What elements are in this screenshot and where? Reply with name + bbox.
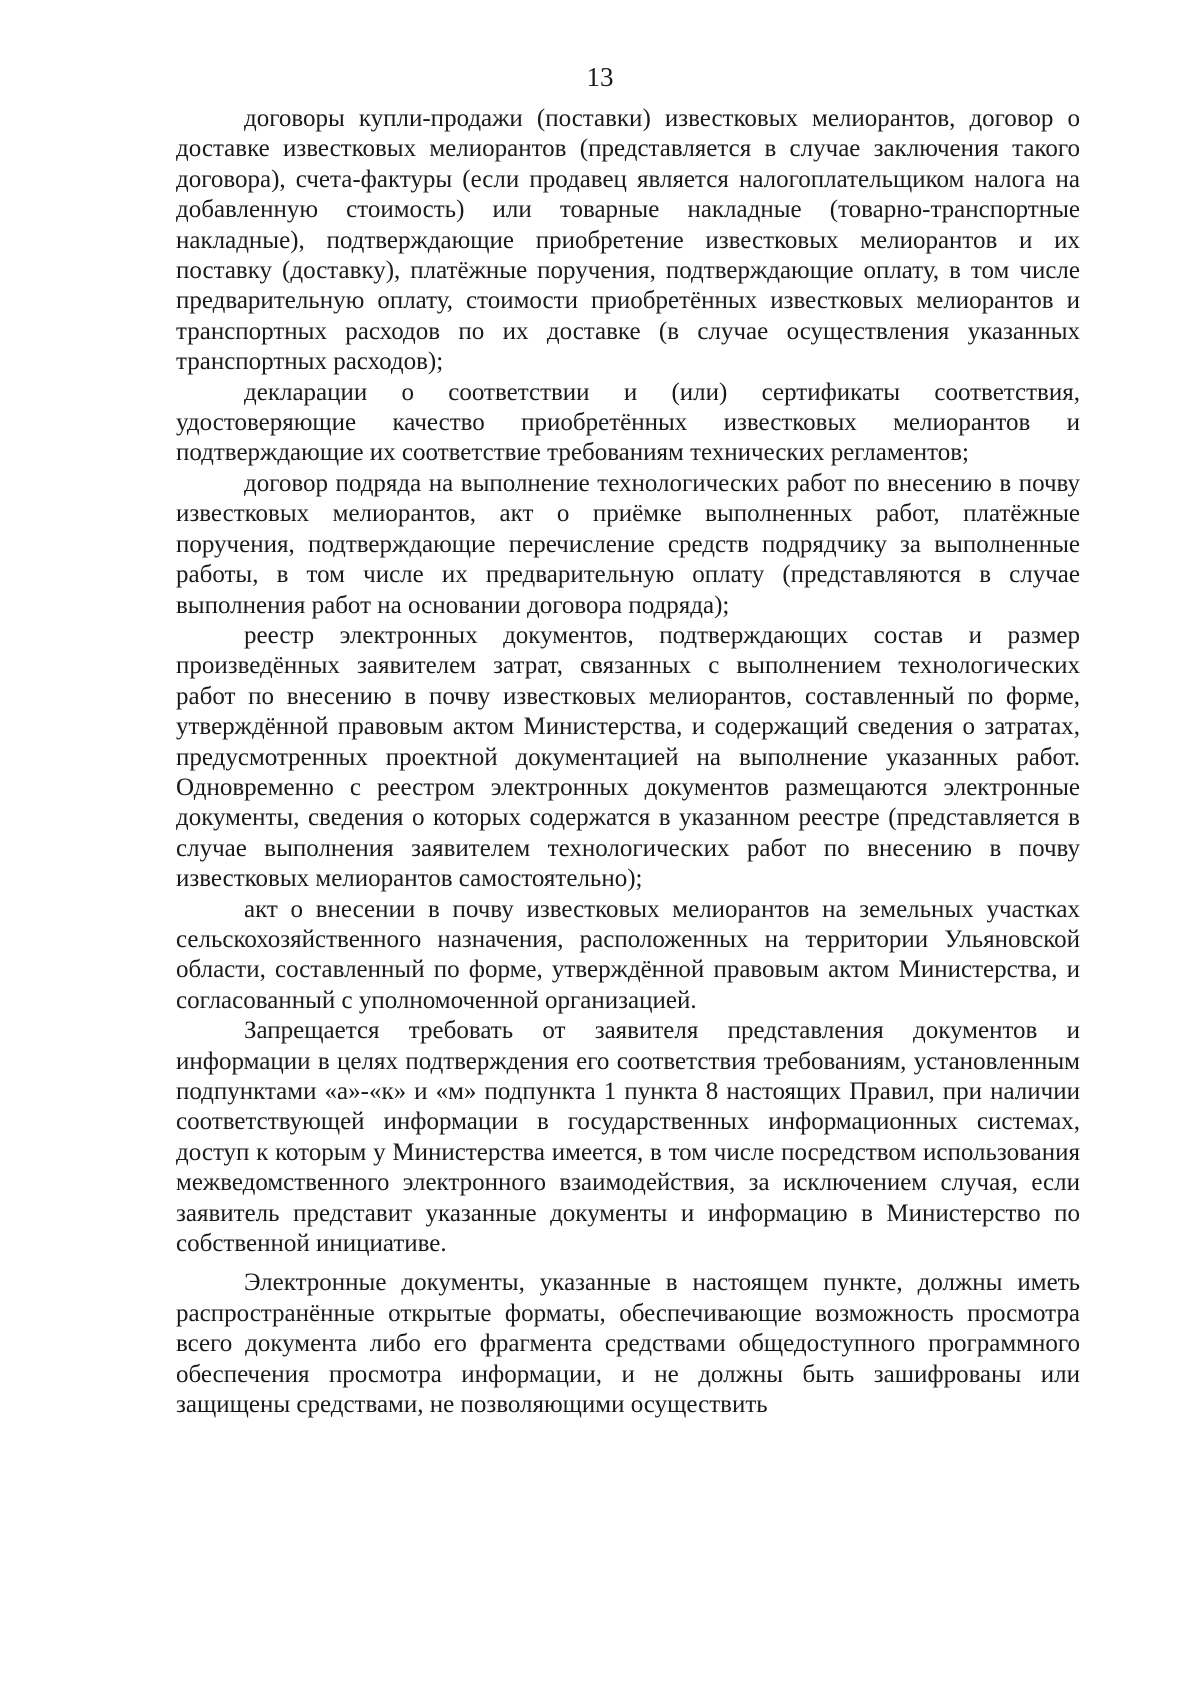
paragraph-declarations: декларации о соответствии и (или) сертификаты соответствия, удостоверяющие качество приобретённых известковых мелиорантов и подтверждающие их соответствие требованиям технических регламентов; [176,378,1080,467]
document-body [176,104,1080,1420]
paragraph-registry: реестр электронных документов, подтверждающих состав и размер произведённых заявителем затрат, связанных с выполнением технологических работ по внесению в почву известковых мелиорантов, составленный по форме, утверждённой правовым актом Министерства, и содержащий сведения о затратах, предусмотренных проектной документацией на выполнение указанных работ. Одновременно с реестром электронных документов размещаются электронные документы, сведения о которых содержатся в указанном реестре (представляется в случае выполнения заявителем технологических работ по внесению в почву известковых мелиорантов самостоятельно); [176,621,1080,893]
paragraph-prohibition: Запрещается требовать от заявителя представления документов и информации в целях подтверждения его соответствия требованиям, установленным подпунктами «а»-«к» и «м» подпункта 1 пункта 8 настоящих Правил, при наличии соответствующей информации в государственных информационных системах, доступ к которым у Министерства имеется, в том числе посредством использования межведомственного электронного взаимодействия, за исключением случая, если заявитель представит указанные документы и информацию в Министерство по собственной инициативе. [176,1017,1080,1258]
paragraph-contract: договор подряда на выполнение технологических работ по внесению в почву известковых мелиорантов, акт о приёмке выполненных работ, платёжные поручения, подтверждающие перечисление средств подрядчику за выполненные работы, в том числе их предварительную оплату (представляются в случае выполнения работ на основании договора подряда); [176,469,1080,619]
paragraph-act: акт о внесении в почву известковых мелиорантов на земельных участках сельскохозяйственного назначения, расположенных на территории Ульяновской области, составленный по форме, утверждённой правовым актом Министерства, и согласованный с уполномоченной организацией. [176,895,1080,1014]
paragraph-electronic-documents: Электронные документы, указанные в настоящем пункте, должны иметь распространённые открытые форматы, обеспечивающие возможность просмотра всего документа либо его фрагмента средствами общедоступного программного обеспечения просмотра информации, и не должны быть зашифрованы или защищены средствами, не позволяющими осуществить [176,1269,1080,1419]
paragraph-purchase-documents: договоры купли-продажи (поставки) известковых мелиорантов, договор о доставке известковых мелиорантов (представляется в случае заключения такого договора), счета-фактуры (если продавец является налогоплательщиком налога на добавленную стоимость) или товарные накладные (товарно-транспортные накладные), подтверждающие приобретение известковых мелиорантов и их поставку (доставку), платёжные поручения, подтверждающие оплату, в том числе предварительную оплату, стоимости приобретённых известковых мелиорантов и транспортных расходов по их доставке (в случае осуществления указанных транспортных расходов); [176,105,1080,376]
page-number: 13 [586,62,614,92]
